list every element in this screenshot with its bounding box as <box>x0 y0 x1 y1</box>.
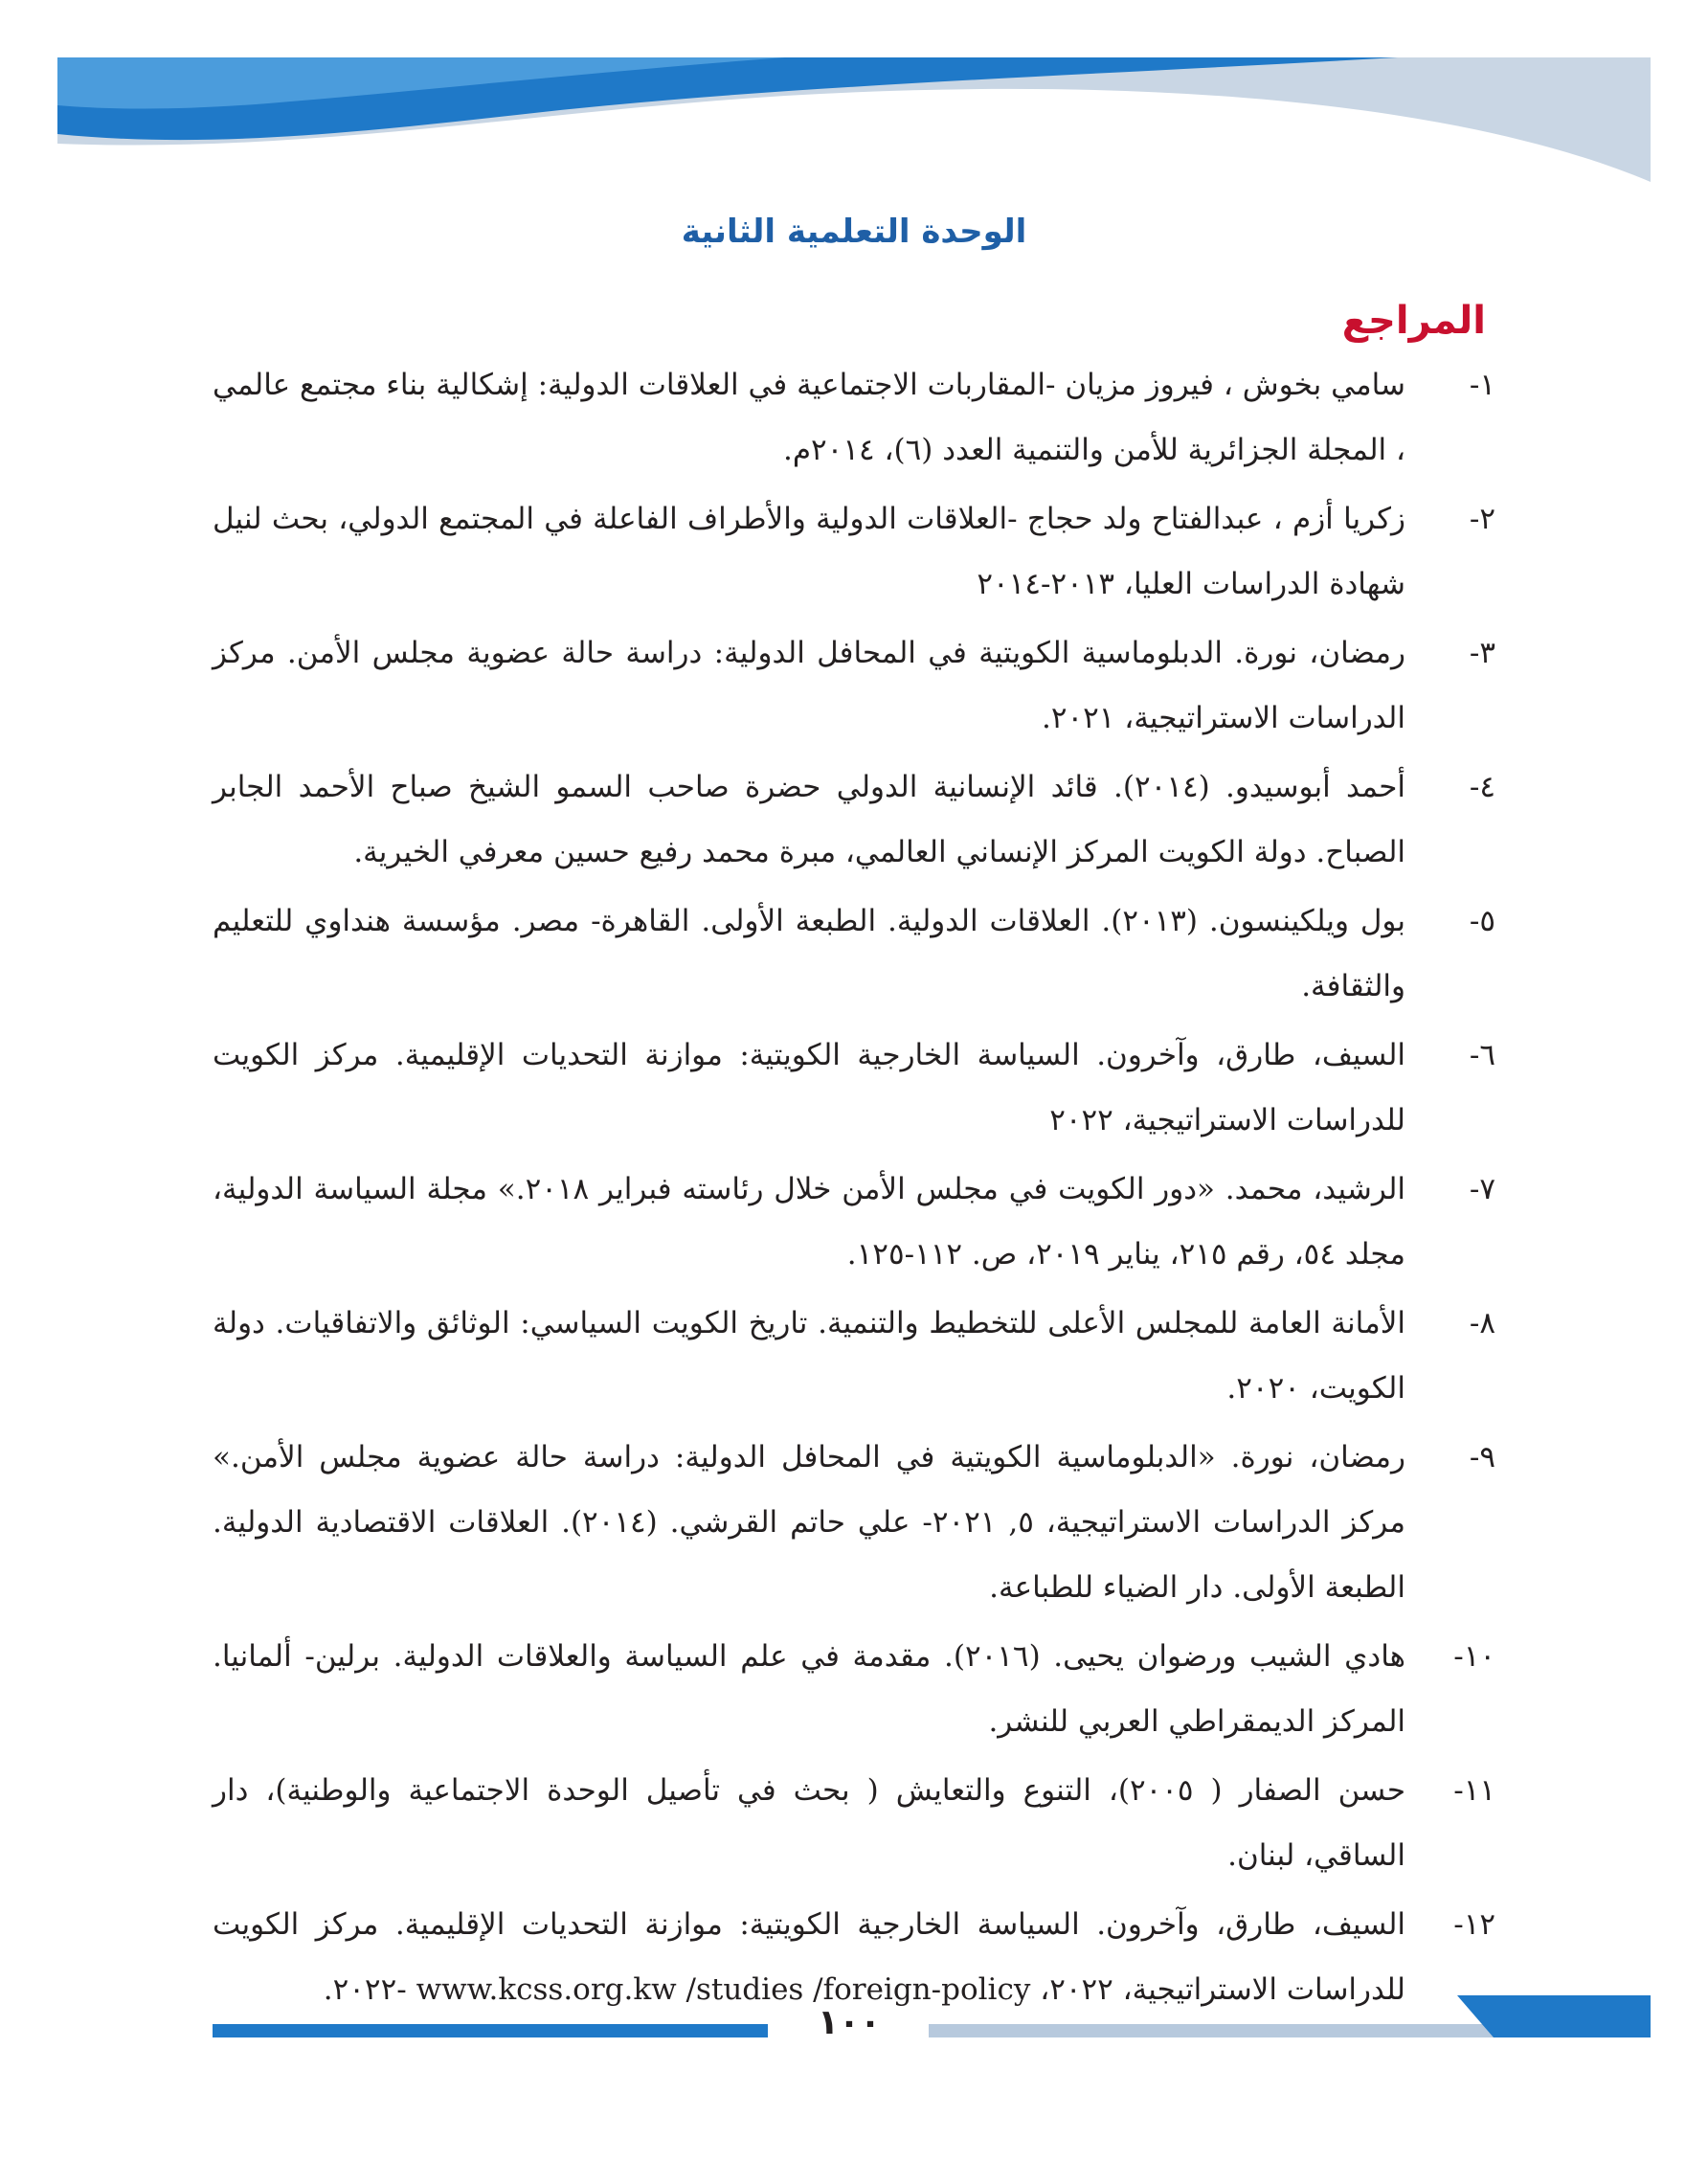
reference-text: سامي بخوش ، فيروز مزيان -المقاربات الاجتماعية في العلاقات الدولية: إشكالية بناء مجتمع عالمي ، المجلة الجزائرية للأمن والتنمية العدد (٦)، ٢٠١٤م. <box>213 368 1405 467</box>
header-wave-decoration <box>57 57 1651 182</box>
reference-text: السيف، طارق، وآخرون. السياسة الخارجية الكويتية: موازنة التحديات الإقليمية. مركز الكويت للدراسات الاستراتيجية، ٢٠٢٢، www.kcss.org.kw /studies /foreign-policy -٢٠٢٢. <box>213 1907 1405 2007</box>
reference-text: أحمد أبوسيدو. (٢٠١٤). قائد الإنسانية الدولي حضرة صاحب السمو الشيخ صباح الأحمد الجابر الصباح. دولة الكويت المركز الإنساني العالمي، مبرة محمد رفيع حسين معرفي الخيرية. <box>213 770 1406 869</box>
reference-item <box>213 352 1495 483</box>
reference-number: ٩- <box>1469 1440 1495 1474</box>
reference-text: بول ويلكينسون. (٢٠١٣). العلاقات الدولية. الطبعة الأولى. القاهرة- مصر. مؤسسة هنداوي للتعليم والثقافة. <box>213 904 1405 1003</box>
reference-number: ١- <box>1469 368 1495 402</box>
reference-item <box>213 1425 1495 1620</box>
reference-number: ٢- <box>1469 502 1495 536</box>
reference-item <box>213 1291 1495 1421</box>
reference-text: زكريا أزم ، عبدالفتاح ولد حجاج -العلاقات الدولية والأطراف الفاعلة في المجتمع الدولي، بحث لنيل شهادة الدراسات العليا، ٢٠١٣-٢٠١٤ <box>213 502 1405 601</box>
reference-number: ١٢- <box>1453 1907 1495 1942</box>
section-heading-references: المراجع <box>1341 299 1486 343</box>
reference-text: السيف، طارق، وآخرون. السياسة الخارجية الكويتية: موازنة التحديات الإقليمية. مركز الكويت للدراسات الاستراتيجية، ٢٠٢٢ <box>213 1038 1405 1137</box>
reference-number: ٥- <box>1469 904 1495 938</box>
reference-item <box>213 1023 1495 1153</box>
reference-item <box>213 1624 1495 1754</box>
reference-item <box>213 889 1495 1019</box>
references-list <box>213 352 1495 2026</box>
page-number: ١٠٠ <box>818 2003 881 2042</box>
reference-text: رمضان، نورة. الدبلوماسية الكويتية في المحافل الدولية: دراسة حالة عضوية مجلس الأمن. مركز الدراسات الاستراتيجية، ٢٠٢١. <box>213 636 1405 735</box>
footer-bar-left <box>213 2024 768 2037</box>
reference-item <box>213 754 1495 885</box>
reference-item <box>213 620 1495 751</box>
reference-item <box>213 1758 1495 1888</box>
unit-title: الوحدة التعلمية الثانية <box>681 213 1027 251</box>
reference-text: رمضان، نورة. «الدبلوماسية الكويتية في المحافل الدولية: دراسة حالة عضوية مجلس الأمن.» مركز الدراسات الاستراتيجية، ٥, ٢٠٢١- علي حاتم القرشي. (٢٠١٤). العلاقات الاقتصادية الدولية. الطبعة الأولى. دار الضياء للطباعة. <box>213 1440 1405 1605</box>
reference-number: ٣- <box>1469 636 1495 670</box>
footer-tab-decoration <box>1457 1995 1651 2037</box>
reference-number: ١٠- <box>1453 1639 1495 1674</box>
reference-text: الرشيد، محمد. «دور الكويت في مجلس الأمن خلال رئاسته فبراير ٢٠١٨.» مجلة السياسة الدولية، مجلد ٥٤، رقم ٢١٥، يناير ٢٠١٩، ص. ١١٢-١٢٥. <box>213 1172 1406 1272</box>
reference-number: ٦- <box>1469 1038 1495 1072</box>
reference-number: ٤- <box>1469 770 1495 804</box>
reference-number: ٨- <box>1469 1306 1495 1340</box>
reference-number: ١١- <box>1453 1773 1495 1808</box>
reference-number: ٧- <box>1469 1172 1495 1206</box>
reference-item <box>213 486 1495 617</box>
reference-text: هادي الشيب ورضوان يحيى. (٢٠١٦). مقدمة في علم السياسة والعلاقات الدولية. برلين- ألمانيا. المركز الديمقراطي العربي للنشر. <box>213 1639 1405 1739</box>
reference-item <box>213 1157 1495 1287</box>
reference-text: الأمانة العامة للمجلس الأعلى للتخطيط والتنمية. تاريخ الكويت السياسي: الوثائق والاتفاقيات. دولة الكويت، ٢٠٢٠. <box>213 1306 1405 1406</box>
reference-text: حسن الصفار ( ٢٠٠٥)، التنوع والتعايش ( بحث في تأصيل الوحدة الاجتماعية والوطنية)، دار الساقي، لبنان. <box>213 1773 1405 1873</box>
